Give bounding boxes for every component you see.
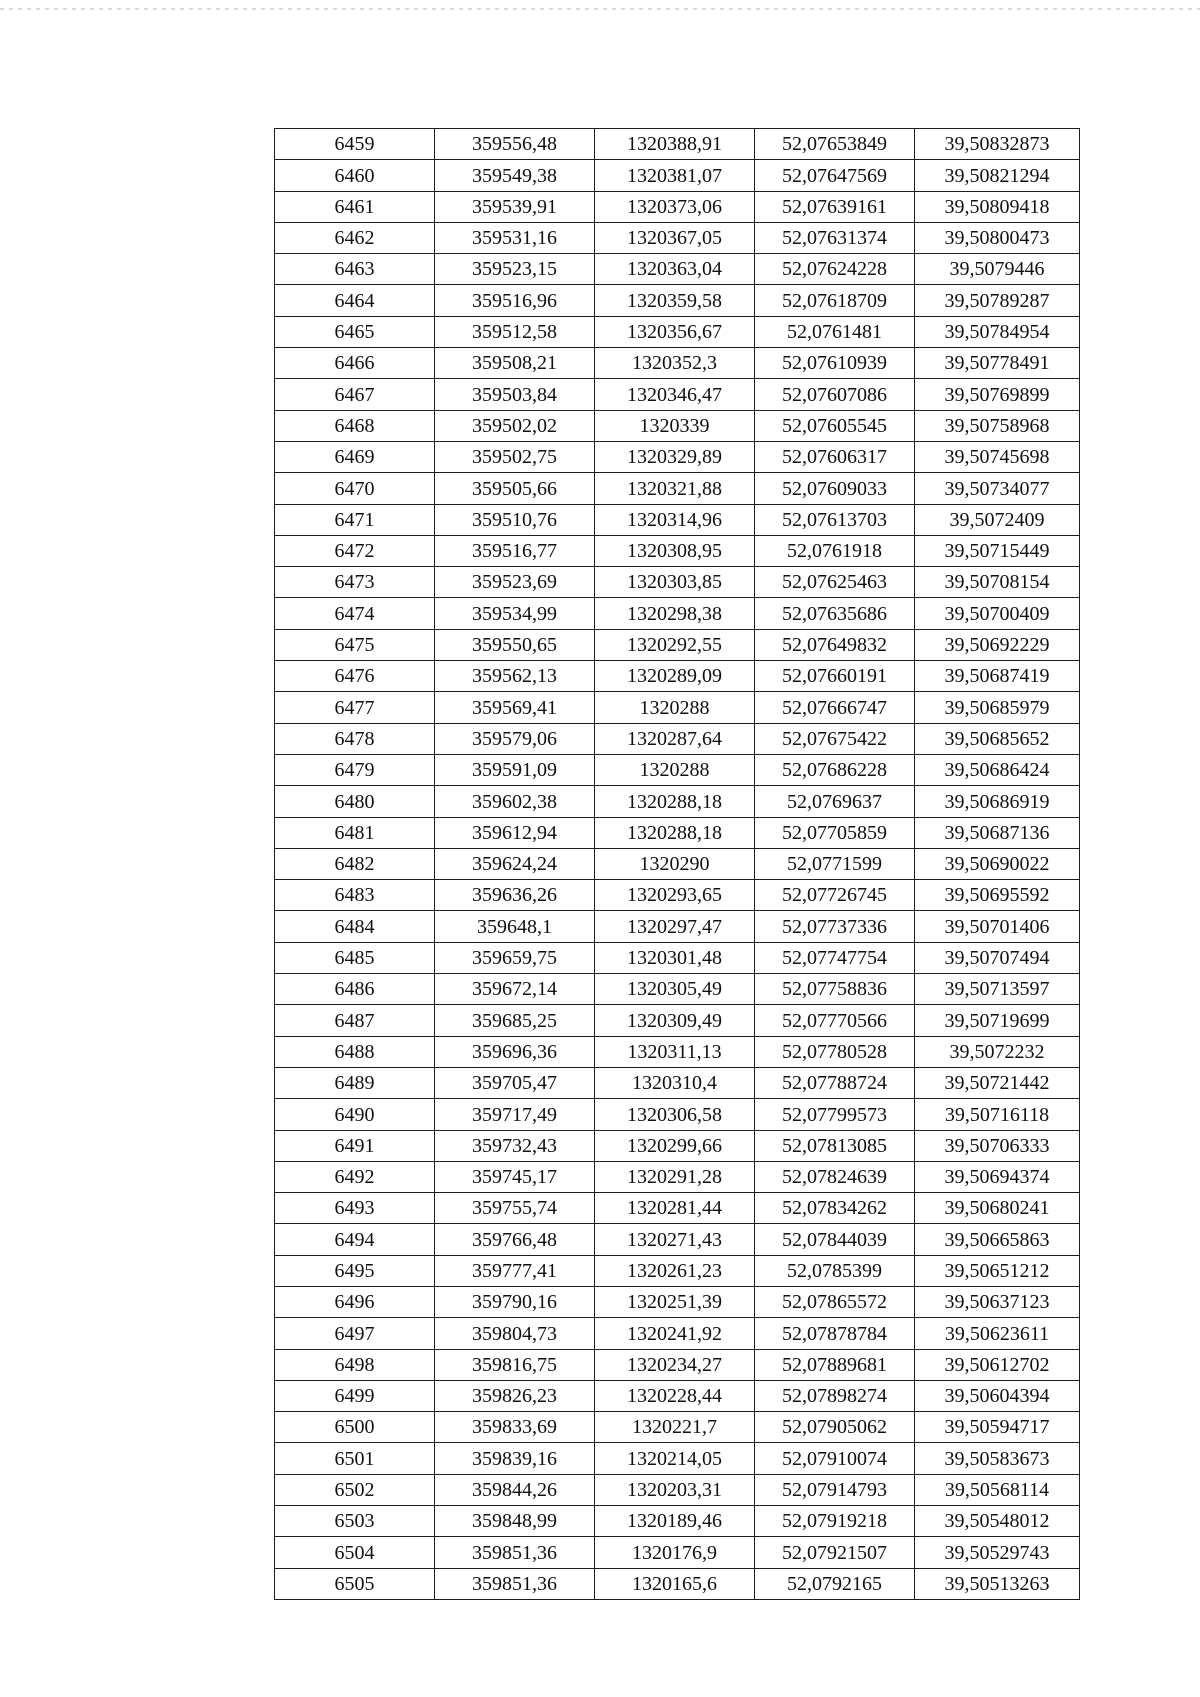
longitude-cell: 39,50769899 — [915, 379, 1080, 410]
table-row — [275, 1099, 1080, 1130]
y-coordinate-cell: 1320189,46 — [595, 1506, 755, 1537]
table-row — [275, 1067, 1080, 1098]
latitude-cell: 52,0761481 — [755, 316, 915, 347]
latitude-cell: 52,07788724 — [755, 1067, 915, 1098]
table-row — [275, 942, 1080, 973]
point-number-cell: 6493 — [275, 1193, 435, 1224]
x-coordinate-cell: 359848,99 — [435, 1506, 595, 1537]
latitude-cell: 52,07770566 — [755, 1005, 915, 1036]
y-coordinate-cell: 1320363,04 — [595, 254, 755, 285]
latitude-cell: 52,07758836 — [755, 974, 915, 1005]
latitude-cell: 52,07898274 — [755, 1380, 915, 1411]
x-coordinate-cell: 359851,36 — [435, 1568, 595, 1599]
latitude-cell: 52,07865572 — [755, 1286, 915, 1317]
latitude-cell: 52,07844039 — [755, 1224, 915, 1255]
x-coordinate-cell: 359685,25 — [435, 1005, 595, 1036]
longitude-cell: 39,50687136 — [915, 817, 1080, 848]
y-coordinate-cell: 1320303,85 — [595, 567, 755, 598]
y-coordinate-cell: 1320381,07 — [595, 160, 755, 191]
latitude-cell: 52,07660191 — [755, 661, 915, 692]
table-row — [275, 1036, 1080, 1067]
point-number-cell: 6485 — [275, 942, 435, 973]
x-coordinate-cell: 359562,13 — [435, 661, 595, 692]
longitude-cell: 39,50758968 — [915, 410, 1080, 441]
latitude-cell: 52,07624228 — [755, 254, 915, 285]
table-row — [275, 191, 1080, 222]
table-row — [275, 1005, 1080, 1036]
latitude-cell: 52,07647569 — [755, 160, 915, 191]
point-number-cell: 6486 — [275, 974, 435, 1005]
y-coordinate-cell: 1320305,49 — [595, 974, 755, 1005]
y-coordinate-cell: 1320289,09 — [595, 661, 755, 692]
latitude-cell: 52,07799573 — [755, 1099, 915, 1130]
x-coordinate-cell: 359766,48 — [435, 1224, 595, 1255]
x-coordinate-cell: 359636,26 — [435, 880, 595, 911]
point-number-cell: 6494 — [275, 1224, 435, 1255]
point-number-cell: 6477 — [275, 692, 435, 723]
point-number-cell: 6472 — [275, 535, 435, 566]
y-coordinate-cell: 1320359,58 — [595, 285, 755, 316]
table-row — [275, 504, 1080, 535]
latitude-cell: 52,07737336 — [755, 911, 915, 942]
point-number-cell: 6505 — [275, 1568, 435, 1599]
x-coordinate-cell: 359503,84 — [435, 379, 595, 410]
longitude-cell: 39,5072232 — [915, 1036, 1080, 1067]
longitude-cell: 39,50529743 — [915, 1537, 1080, 1568]
x-coordinate-cell: 359516,77 — [435, 535, 595, 566]
table-row — [275, 1349, 1080, 1380]
table-row — [275, 410, 1080, 441]
longitude-cell: 39,50513263 — [915, 1568, 1080, 1599]
longitude-cell: 39,50719699 — [915, 1005, 1080, 1036]
y-coordinate-cell: 1320176,9 — [595, 1537, 755, 1568]
longitude-cell: 39,50612702 — [915, 1349, 1080, 1380]
table-row — [275, 817, 1080, 848]
latitude-cell: 52,0785399 — [755, 1255, 915, 1286]
point-number-cell: 6459 — [275, 129, 435, 160]
y-coordinate-cell: 1320241,92 — [595, 1318, 755, 1349]
y-coordinate-cell: 1320310,4 — [595, 1067, 755, 1098]
longitude-cell: 39,5079446 — [915, 254, 1080, 285]
y-coordinate-cell: 1320214,05 — [595, 1443, 755, 1474]
latitude-cell: 52,07635686 — [755, 598, 915, 629]
table-row — [275, 1537, 1080, 1568]
x-coordinate-cell: 359523,15 — [435, 254, 595, 285]
table-row — [275, 348, 1080, 379]
y-coordinate-cell: 1320306,58 — [595, 1099, 755, 1130]
x-coordinate-cell: 359745,17 — [435, 1161, 595, 1192]
point-number-cell: 6489 — [275, 1067, 435, 1098]
longitude-cell: 39,5072409 — [915, 504, 1080, 535]
latitude-cell: 52,0769637 — [755, 786, 915, 817]
y-coordinate-cell: 1320293,65 — [595, 880, 755, 911]
point-number-cell: 6470 — [275, 473, 435, 504]
x-coordinate-cell: 359502,02 — [435, 410, 595, 441]
y-coordinate-cell: 1320291,28 — [595, 1161, 755, 1192]
longitude-cell: 39,50694374 — [915, 1161, 1080, 1192]
latitude-cell: 52,07606317 — [755, 441, 915, 472]
point-number-cell: 6463 — [275, 254, 435, 285]
x-coordinate-cell: 359672,14 — [435, 974, 595, 1005]
point-number-cell: 6479 — [275, 754, 435, 785]
y-coordinate-cell: 1320388,91 — [595, 129, 755, 160]
longitude-cell: 39,50685652 — [915, 723, 1080, 754]
y-coordinate-cell: 1320356,67 — [595, 316, 755, 347]
y-coordinate-cell: 1320287,64 — [595, 723, 755, 754]
x-coordinate-cell: 359732,43 — [435, 1130, 595, 1161]
latitude-cell: 52,07747754 — [755, 942, 915, 973]
table-row — [275, 1255, 1080, 1286]
table-row — [275, 1193, 1080, 1224]
x-coordinate-cell: 359790,16 — [435, 1286, 595, 1317]
latitude-cell: 52,07878784 — [755, 1318, 915, 1349]
x-coordinate-cell: 359512,58 — [435, 316, 595, 347]
table-row — [275, 692, 1080, 723]
y-coordinate-cell: 1320311,13 — [595, 1036, 755, 1067]
x-coordinate-cell: 359705,47 — [435, 1067, 595, 1098]
y-coordinate-cell: 1320292,55 — [595, 629, 755, 660]
point-number-cell: 6495 — [275, 1255, 435, 1286]
longitude-cell: 39,50637123 — [915, 1286, 1080, 1317]
point-number-cell: 6503 — [275, 1506, 435, 1537]
latitude-cell: 52,07609033 — [755, 473, 915, 504]
table-row — [275, 598, 1080, 629]
x-coordinate-cell: 359508,21 — [435, 348, 595, 379]
table-row — [275, 567, 1080, 598]
latitude-cell: 52,07919218 — [755, 1506, 915, 1537]
point-number-cell: 6504 — [275, 1537, 435, 1568]
y-coordinate-cell: 1320203,31 — [595, 1474, 755, 1505]
x-coordinate-cell: 359549,38 — [435, 160, 595, 191]
x-coordinate-cell: 359696,36 — [435, 1036, 595, 1067]
longitude-cell: 39,50708154 — [915, 567, 1080, 598]
x-coordinate-cell: 359579,06 — [435, 723, 595, 754]
table-row — [275, 1130, 1080, 1161]
longitude-cell: 39,50583673 — [915, 1443, 1080, 1474]
point-number-cell: 6496 — [275, 1286, 435, 1317]
y-coordinate-cell: 1320308,95 — [595, 535, 755, 566]
longitude-cell: 39,50680241 — [915, 1193, 1080, 1224]
table-row — [275, 254, 1080, 285]
point-number-cell: 6498 — [275, 1349, 435, 1380]
x-coordinate-cell: 359624,24 — [435, 848, 595, 879]
latitude-cell: 52,07824639 — [755, 1161, 915, 1192]
table-row — [275, 848, 1080, 879]
latitude-cell: 52,0792165 — [755, 1568, 915, 1599]
point-number-cell: 6491 — [275, 1130, 435, 1161]
longitude-cell: 39,50686919 — [915, 786, 1080, 817]
longitude-cell: 39,50821294 — [915, 160, 1080, 191]
point-number-cell: 6465 — [275, 316, 435, 347]
latitude-cell: 52,07605545 — [755, 410, 915, 441]
longitude-cell: 39,50665863 — [915, 1224, 1080, 1255]
longitude-cell: 39,50745698 — [915, 441, 1080, 472]
y-coordinate-cell: 1320288,18 — [595, 786, 755, 817]
point-number-cell: 6476 — [275, 661, 435, 692]
coordinate-table-container — [274, 128, 1079, 1600]
table-row — [275, 1506, 1080, 1537]
y-coordinate-cell: 1320321,88 — [595, 473, 755, 504]
y-coordinate-cell: 1320298,38 — [595, 598, 755, 629]
latitude-cell: 52,07625463 — [755, 567, 915, 598]
x-coordinate-cell: 359569,41 — [435, 692, 595, 723]
latitude-cell: 52,07889681 — [755, 1349, 915, 1380]
point-number-cell: 6473 — [275, 567, 435, 598]
x-coordinate-cell: 359659,75 — [435, 942, 595, 973]
longitude-cell: 39,50713597 — [915, 974, 1080, 1005]
latitude-cell: 52,07813085 — [755, 1130, 915, 1161]
latitude-cell: 52,07666747 — [755, 692, 915, 723]
y-coordinate-cell: 1320261,23 — [595, 1255, 755, 1286]
latitude-cell: 52,07914793 — [755, 1474, 915, 1505]
point-number-cell: 6469 — [275, 441, 435, 472]
point-number-cell: 6490 — [275, 1099, 435, 1130]
point-number-cell: 6497 — [275, 1318, 435, 1349]
longitude-cell: 39,50784954 — [915, 316, 1080, 347]
x-coordinate-cell: 359539,91 — [435, 191, 595, 222]
y-coordinate-cell: 1320329,89 — [595, 441, 755, 472]
point-number-cell: 6487 — [275, 1005, 435, 1036]
point-number-cell: 6499 — [275, 1380, 435, 1411]
longitude-cell: 39,50594717 — [915, 1412, 1080, 1443]
point-number-cell: 6492 — [275, 1161, 435, 1192]
table-row — [275, 316, 1080, 347]
y-coordinate-cell: 1320290 — [595, 848, 755, 879]
x-coordinate-cell: 359826,23 — [435, 1380, 595, 1411]
table-row — [275, 911, 1080, 942]
x-coordinate-cell: 359833,69 — [435, 1412, 595, 1443]
table-row — [275, 160, 1080, 191]
point-number-cell: 6464 — [275, 285, 435, 316]
latitude-cell: 52,07649832 — [755, 629, 915, 660]
y-coordinate-cell: 1320288 — [595, 692, 755, 723]
latitude-cell: 52,07639161 — [755, 191, 915, 222]
longitude-cell: 39,50789287 — [915, 285, 1080, 316]
longitude-cell: 39,50548012 — [915, 1506, 1080, 1537]
point-number-cell: 6484 — [275, 911, 435, 942]
x-coordinate-cell: 359839,16 — [435, 1443, 595, 1474]
x-coordinate-cell: 359534,99 — [435, 598, 595, 629]
point-number-cell: 6467 — [275, 379, 435, 410]
x-coordinate-cell: 359510,76 — [435, 504, 595, 535]
point-number-cell: 6478 — [275, 723, 435, 754]
latitude-cell: 52,07653849 — [755, 129, 915, 160]
latitude-cell: 52,07705859 — [755, 817, 915, 848]
latitude-cell: 52,07910074 — [755, 1443, 915, 1474]
point-number-cell: 6462 — [275, 222, 435, 253]
longitude-cell: 39,50832873 — [915, 129, 1080, 160]
point-number-cell: 6471 — [275, 504, 435, 535]
y-coordinate-cell: 1320346,47 — [595, 379, 755, 410]
x-coordinate-cell: 359777,41 — [435, 1255, 595, 1286]
latitude-cell: 52,07675422 — [755, 723, 915, 754]
coordinate-table-body — [275, 129, 1080, 1600]
latitude-cell: 52,07610939 — [755, 348, 915, 379]
x-coordinate-cell: 359717,49 — [435, 1099, 595, 1130]
longitude-cell: 39,50623611 — [915, 1318, 1080, 1349]
y-coordinate-cell: 1320373,06 — [595, 191, 755, 222]
table-row — [275, 1380, 1080, 1411]
x-coordinate-cell: 359556,48 — [435, 129, 595, 160]
x-coordinate-cell: 359851,36 — [435, 1537, 595, 1568]
table-row — [275, 629, 1080, 660]
point-number-cell: 6468 — [275, 410, 435, 441]
longitude-cell: 39,50651212 — [915, 1255, 1080, 1286]
y-coordinate-cell: 1320221,7 — [595, 1412, 755, 1443]
table-row — [275, 1161, 1080, 1192]
y-coordinate-cell: 1320165,6 — [595, 1568, 755, 1599]
latitude-cell: 52,0761918 — [755, 535, 915, 566]
latitude-cell: 52,07726745 — [755, 880, 915, 911]
longitude-cell: 39,50715449 — [915, 535, 1080, 566]
table-row — [275, 880, 1080, 911]
latitude-cell: 52,07631374 — [755, 222, 915, 253]
longitude-cell: 39,50686424 — [915, 754, 1080, 785]
longitude-cell: 39,50695592 — [915, 880, 1080, 911]
longitude-cell: 39,50568114 — [915, 1474, 1080, 1505]
latitude-cell: 52,07834262 — [755, 1193, 915, 1224]
table-row — [275, 1318, 1080, 1349]
longitude-cell: 39,50809418 — [915, 191, 1080, 222]
table-row — [275, 285, 1080, 316]
y-coordinate-cell: 1320281,44 — [595, 1193, 755, 1224]
coordinate-table — [274, 128, 1080, 1600]
x-coordinate-cell: 359612,94 — [435, 817, 595, 848]
table-row — [275, 786, 1080, 817]
y-coordinate-cell: 1320251,39 — [595, 1286, 755, 1317]
x-coordinate-cell: 359648,1 — [435, 911, 595, 942]
point-number-cell: 6502 — [275, 1474, 435, 1505]
latitude-cell: 52,07905062 — [755, 1412, 915, 1443]
x-coordinate-cell: 359591,09 — [435, 754, 595, 785]
point-number-cell: 6481 — [275, 817, 435, 848]
longitude-cell: 39,50721442 — [915, 1067, 1080, 1098]
longitude-cell: 39,50604394 — [915, 1380, 1080, 1411]
x-coordinate-cell: 359804,73 — [435, 1318, 595, 1349]
table-row — [275, 1286, 1080, 1317]
point-number-cell: 6474 — [275, 598, 435, 629]
y-coordinate-cell: 1320288,18 — [595, 817, 755, 848]
table-row — [275, 129, 1080, 160]
longitude-cell: 39,50685979 — [915, 692, 1080, 723]
longitude-cell: 39,50687419 — [915, 661, 1080, 692]
longitude-cell: 39,50706333 — [915, 1130, 1080, 1161]
y-coordinate-cell: 1320367,05 — [595, 222, 755, 253]
x-coordinate-cell: 359844,26 — [435, 1474, 595, 1505]
longitude-cell: 39,50690022 — [915, 848, 1080, 879]
x-coordinate-cell: 359531,16 — [435, 222, 595, 253]
y-coordinate-cell: 1320288 — [595, 754, 755, 785]
table-row — [275, 754, 1080, 785]
point-number-cell: 6461 — [275, 191, 435, 222]
x-coordinate-cell: 359755,74 — [435, 1193, 595, 1224]
table-row — [275, 723, 1080, 754]
table-row — [275, 222, 1080, 253]
y-coordinate-cell: 1320234,27 — [595, 1349, 755, 1380]
y-coordinate-cell: 1320301,48 — [595, 942, 755, 973]
y-coordinate-cell: 1320299,66 — [595, 1130, 755, 1161]
table-row — [275, 379, 1080, 410]
y-coordinate-cell: 1320309,49 — [595, 1005, 755, 1036]
y-coordinate-cell: 1320339 — [595, 410, 755, 441]
table-row — [275, 1412, 1080, 1443]
x-coordinate-cell: 359550,65 — [435, 629, 595, 660]
point-number-cell: 6460 — [275, 160, 435, 191]
table-row — [275, 441, 1080, 472]
table-row — [275, 1443, 1080, 1474]
table-row — [275, 661, 1080, 692]
longitude-cell: 39,50778491 — [915, 348, 1080, 379]
table-row — [275, 1568, 1080, 1599]
table-row — [275, 974, 1080, 1005]
latitude-cell: 52,07686228 — [755, 754, 915, 785]
point-number-cell: 6466 — [275, 348, 435, 379]
y-coordinate-cell: 1320271,43 — [595, 1224, 755, 1255]
point-number-cell: 6482 — [275, 848, 435, 879]
latitude-cell: 52,07618709 — [755, 285, 915, 316]
x-coordinate-cell: 359502,75 — [435, 441, 595, 472]
table-row — [275, 1474, 1080, 1505]
longitude-cell: 39,50734077 — [915, 473, 1080, 504]
y-coordinate-cell: 1320297,47 — [595, 911, 755, 942]
point-number-cell: 6501 — [275, 1443, 435, 1474]
point-number-cell: 6475 — [275, 629, 435, 660]
x-coordinate-cell: 359505,66 — [435, 473, 595, 504]
point-number-cell: 6500 — [275, 1412, 435, 1443]
point-number-cell: 6480 — [275, 786, 435, 817]
longitude-cell: 39,50707494 — [915, 942, 1080, 973]
point-number-cell: 6483 — [275, 880, 435, 911]
longitude-cell: 39,50701406 — [915, 911, 1080, 942]
latitude-cell: 52,07607086 — [755, 379, 915, 410]
point-number-cell: 6488 — [275, 1036, 435, 1067]
latitude-cell: 52,07780528 — [755, 1036, 915, 1067]
y-coordinate-cell: 1320228,44 — [595, 1380, 755, 1411]
y-coordinate-cell: 1320352,3 — [595, 348, 755, 379]
longitude-cell: 39,50800473 — [915, 222, 1080, 253]
longitude-cell: 39,50700409 — [915, 598, 1080, 629]
longitude-cell: 39,50716118 — [915, 1099, 1080, 1130]
latitude-cell: 52,07613703 — [755, 504, 915, 535]
table-row — [275, 535, 1080, 566]
table-row — [275, 1224, 1080, 1255]
scan-top-edge — [0, 8, 1200, 10]
table-row — [275, 473, 1080, 504]
latitude-cell: 52,0771599 — [755, 848, 915, 879]
x-coordinate-cell: 359516,96 — [435, 285, 595, 316]
y-coordinate-cell: 1320314,96 — [595, 504, 755, 535]
x-coordinate-cell: 359602,38 — [435, 786, 595, 817]
longitude-cell: 39,50692229 — [915, 629, 1080, 660]
x-coordinate-cell: 359816,75 — [435, 1349, 595, 1380]
latitude-cell: 52,07921507 — [755, 1537, 915, 1568]
x-coordinate-cell: 359523,69 — [435, 567, 595, 598]
